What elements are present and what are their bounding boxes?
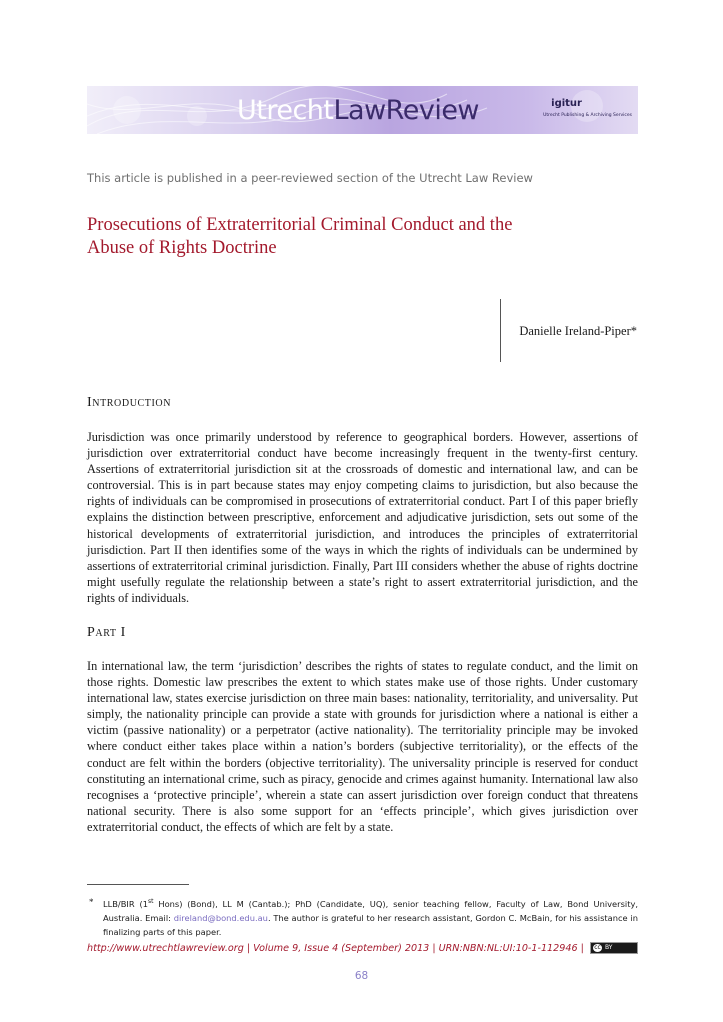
author-divider (500, 299, 501, 362)
footnote-divider (87, 884, 189, 885)
author-email-link[interactable]: direland@bond.edu.au (173, 912, 268, 923)
citation-footer[interactable]: http://www.utrechtlawreview.org | Volume 9, Issue 4 (September) 2013 | URN:NBN:NL:UI:10-1-112946 | (87, 943, 584, 954)
footnote-superscript: st (148, 898, 154, 905)
article-title: Prosecutions of Extraterritorial Criminal Conduct and the Abuse of Rights Doctrine (87, 215, 513, 258)
cc-by-label: BY (605, 944, 613, 951)
journal-title (237, 97, 479, 124)
section-heading-introduction: Introduction (87, 395, 172, 410)
journal-banner (87, 86, 638, 134)
page-number: 68 (354, 970, 369, 982)
creative-commons-badge[interactable] (590, 942, 638, 954)
publisher-logo: igitur (551, 98, 582, 109)
journal-title-part2: LawReview (333, 95, 480, 126)
author-name: Danielle Ireland-Piper* (519, 324, 637, 338)
section-heading-part-1: Part I (87, 625, 126, 640)
cc-icon: cc (594, 944, 601, 951)
introduction-paragraph: Jurisdiction was once primarily understood by reference to geographical borders. However, assertions of jurisdiction over extraterritorial conduct have become increasingly frequent in the twenty-first century. Assertions of extraterritorial jurisdiction sit at the crossroads of domestic and international law, and can be controversial. This is in part because states may enjoy competing claims to jurisdiction, but also because the rights of individuals can be compromised in prosecutions of extraterritorial conduct. Part I of this paper briefly explains the distinction between prescriptive, enforcement and adjudicative jurisdiction, sets out some of the historical developments of extraterritorial jurisdiction, and introduces the principles of extraterritorial jurisdiction. Part II then identifies some of the ways in which the rights of individuals can be undermined by assertions of extraterritorial criminal jurisdiction. Finally, Part III considers whether the abuse of rights doctrine might usefully regulate the relationship between a state’s right to assert extraterritorial jurisdiction, and the rights of individuals. (87, 430, 638, 605)
footnote-text-middle: Hons) (Bond), LL M (Cantab.); PhD (Candidate, UQ), senior teaching fellow, Faculty of Law, Bond University, Australia. Email: (103, 898, 638, 923)
footnote-text-start: LLB/BIR (1 (103, 898, 148, 909)
part-1-paragraph: In international law, the term ‘jurisdiction’ describes the rights of states to regulate conduct, and the limit on those rights. Domestic law prescribes the extent to which states make use of those rights. Under customary international law, states exercise jurisdiction on three main bases: nationality, territoriality, and universality. Put simply, the nationality principle can provide a state with grounds for jurisdiction where a national is either a victim (passive nationality) or a perpetrator (active nationality). The territoriality principle may be invoked where conduct either takes place within a nation’s borders (subjective territoriality), or the effects of the conduct are felt within the borders (objective territoriality). The universality principle is reserved for conduct constituting an international crime, such as piracy, genocide and crimes against humanity. International law also recognises a ‘protective principle’, wherein a state can assert jurisdiction over foreign conduct that threatens national security. There is also some support for an ‘effects principle’, which gives jurisdiction over extraterritorial conduct, the effects of which are felt by a state. (87, 659, 638, 834)
publisher-tagline: Utrecht Publishing & Archiving Services (543, 113, 632, 118)
footnote-text-end: . The author is grateful to her research assistant, Gordon C. McBain, for his assistance in finalizing parts of this paper. (103, 912, 638, 937)
journal-title-part1: Utrecht (237, 95, 334, 126)
peer-review-note: This article is published in a peer-reviewed section of the Utrecht Law Review (87, 171, 533, 185)
footnote (103, 895, 638, 939)
footnote-mark: * (89, 897, 94, 907)
